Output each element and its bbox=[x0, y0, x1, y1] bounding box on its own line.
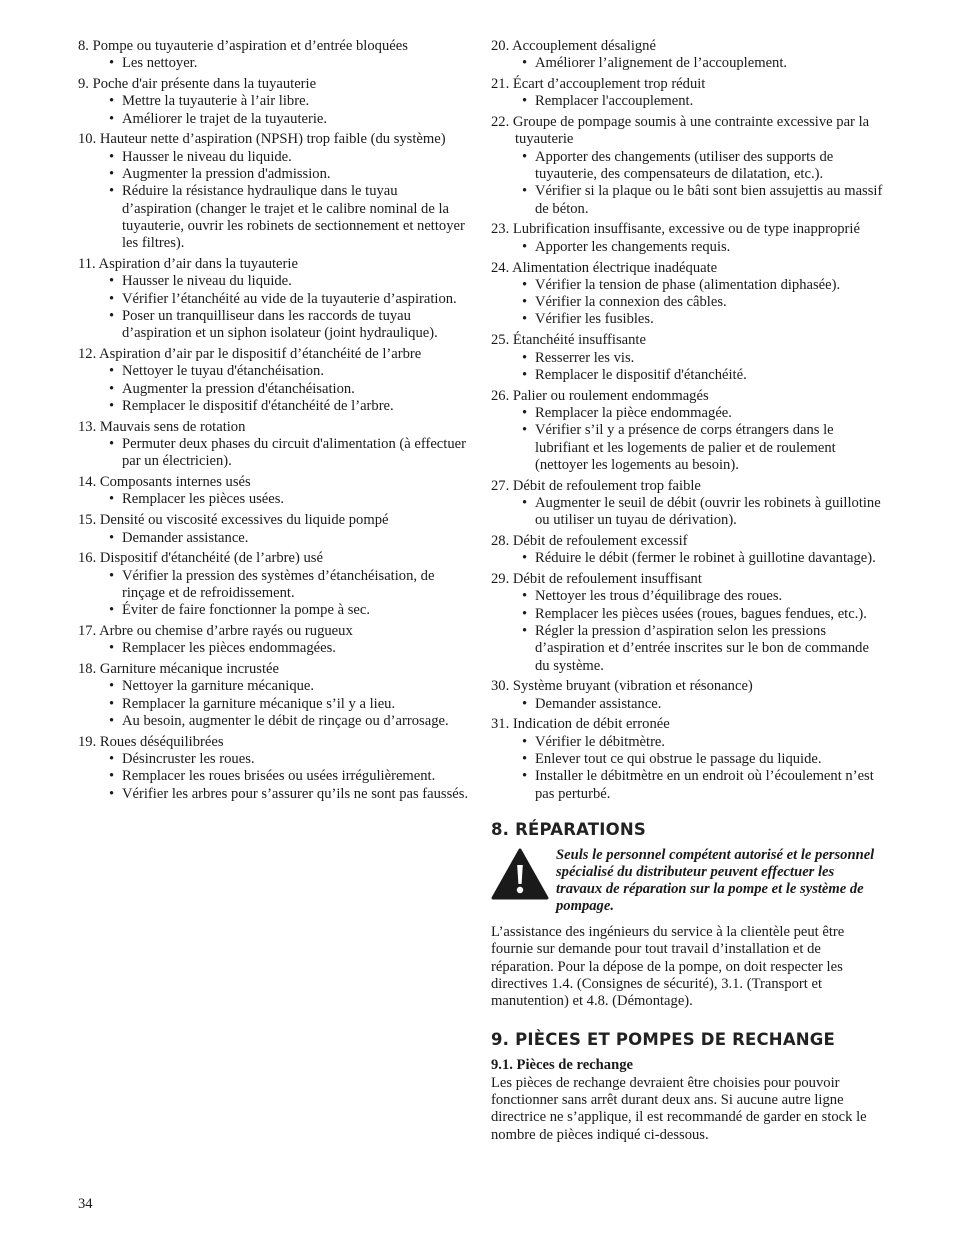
troubleshooting-item bbox=[491, 678, 883, 713]
bullet-item bbox=[78, 55, 470, 72]
bullet-text: Permuter deux phases du circuit d'alimentation (à effectuer par un électricien). bbox=[122, 436, 466, 470]
bullet-text: Augmenter la pression d'admission. bbox=[122, 166, 331, 183]
bullet-icon: • bbox=[109, 640, 115, 657]
bullet-icon: • bbox=[522, 183, 528, 200]
item-heading: 16. Dispositif d'étanchéité (de l’arbre) usé bbox=[78, 550, 323, 567]
troubleshooting-item bbox=[78, 346, 470, 415]
item-heading: 11. Aspiration d’air dans la tuyauterie bbox=[78, 256, 298, 273]
bullet-list bbox=[491, 696, 883, 713]
troubleshooting-item bbox=[78, 256, 470, 342]
bullet-text: Nettoyer les trous d’équilibrage des roues. bbox=[535, 588, 783, 605]
bullet-list bbox=[78, 640, 470, 657]
bullet-icon: • bbox=[109, 93, 115, 110]
bullet-text: Augmenter le seuil de débit (ouvrir les robinets à guillotine ou utiliser un tuyau de dérivation). bbox=[535, 494, 881, 529]
bullet-list bbox=[491, 55, 883, 72]
bullet-item bbox=[491, 93, 883, 110]
bullet-icon: • bbox=[522, 623, 528, 639]
item-heading: 17. Arbre ou chemise d’arbre rayés ou rugueux bbox=[78, 623, 353, 639]
item-heading: 8. Pompe ou tuyauterie d’aspiration et d’entrée bloquées bbox=[78, 38, 408, 54]
bullet-list bbox=[491, 350, 883, 385]
bullet-list bbox=[491, 239, 883, 256]
bullet-icon: • bbox=[522, 366, 528, 383]
bullet-text: Vérifier la tension de phase (alimentation diphasée). bbox=[535, 276, 841, 293]
bullet-text: Remplacer l'accouplement. bbox=[535, 93, 694, 110]
bullet-item bbox=[78, 768, 470, 785]
bullet-icon: • bbox=[522, 751, 528, 768]
bullet-list bbox=[78, 530, 470, 547]
right-column bbox=[491, 38, 883, 1144]
item-heading: 23. Lubrification insuffisante, excessive ou de type inapproprié bbox=[491, 221, 860, 238]
bullet-list bbox=[491, 93, 883, 110]
bullet-icon: • bbox=[109, 436, 115, 453]
bullet-item bbox=[78, 291, 470, 308]
item-heading: 25. Étanchéité insuffisante bbox=[491, 332, 646, 349]
bullet-list bbox=[491, 550, 883, 567]
troubleshooting-item bbox=[491, 38, 883, 73]
troubleshooting-item bbox=[78, 550, 470, 619]
bullet-icon: • bbox=[522, 148, 528, 165]
troubleshooting-item bbox=[491, 388, 883, 474]
bullet-item bbox=[78, 696, 470, 713]
bullet-icon: • bbox=[522, 422, 528, 439]
troubleshooting-item bbox=[78, 734, 470, 803]
bullet-icon: • bbox=[522, 695, 528, 712]
bullet-item bbox=[491, 768, 883, 803]
troubleshooting-item bbox=[491, 533, 883, 568]
item-heading: 31. Indication de débit erronée bbox=[491, 716, 670, 733]
bullet-text: Remplacer la pièce endommagée. bbox=[535, 404, 732, 421]
bullet-item bbox=[78, 93, 470, 110]
bullet-text: Augmenter la pression d'étanchéisation. bbox=[122, 380, 355, 397]
bullet-icon: • bbox=[109, 273, 115, 290]
troubleshooting-item bbox=[491, 478, 883, 530]
bullet-item bbox=[491, 294, 883, 311]
subsection-title-spare-parts: 9.1. Pièces de rechange bbox=[491, 1057, 633, 1074]
section-title-spare-parts: 9. PIÈCES ET POMPES DE RECHANGE bbox=[491, 1030, 836, 1050]
bullet-text: Nettoyer le tuyau d'étanchéisation. bbox=[122, 363, 325, 380]
bullet-text: Hausser le niveau du liquide. bbox=[122, 273, 292, 290]
bullet-icon: • bbox=[109, 529, 115, 546]
bullet-text: Poser un tranquilliseur dans les raccords de tuyau d’aspiration et un siphon isolateur (joint hydraulique). bbox=[122, 307, 438, 342]
bullet-icon: • bbox=[109, 602, 115, 619]
bullet-text: Réduire la résistance hydraulique dans le tuyau d’aspiration (changer le trajet et le calibre nominal de la tuyauterie, ouvrir les robinets de sectionnement et nettoyer les filtres). bbox=[122, 183, 465, 252]
item-heading: 26. Palier ou roulement endommagés bbox=[491, 387, 709, 404]
bullet-item bbox=[491, 183, 883, 218]
bullet-item bbox=[78, 640, 470, 657]
bullet-icon: • bbox=[522, 768, 528, 785]
bullet-item bbox=[491, 149, 883, 184]
troubleshooting-item bbox=[78, 131, 470, 252]
bullet-text: Vérifier les fusibles. bbox=[535, 311, 654, 328]
bullet-text: Éviter de faire fonctionner la pompe à sec. bbox=[122, 602, 370, 619]
bullet-item bbox=[78, 183, 470, 252]
bullet-icon: • bbox=[522, 311, 528, 328]
bullet-list bbox=[78, 751, 470, 803]
bullet-icon: • bbox=[109, 363, 115, 380]
bullet-item bbox=[491, 311, 883, 328]
section-spare-parts bbox=[491, 1030, 883, 1143]
item-heading: 24. Alimentation électrique inadéquate bbox=[491, 259, 718, 276]
troubleshooting-item bbox=[78, 38, 470, 73]
troubleshooting-item bbox=[491, 260, 883, 329]
troubleshooting-item bbox=[78, 474, 470, 509]
bullet-item bbox=[491, 277, 883, 294]
bullet-text: Régler la pression d’aspiration selon les pressions d’aspiration et d’entrée inscrites sur le bon de commande du système. bbox=[535, 623, 869, 674]
bullet-icon: • bbox=[109, 290, 115, 307]
item-heading: 12. Aspiration d’air par le dispositif d’étanchéité de l’arbre bbox=[78, 346, 422, 363]
bullet-icon: • bbox=[109, 678, 115, 695]
bullet-icon: • bbox=[109, 785, 115, 802]
bullet-icon: • bbox=[522, 238, 528, 255]
bullet-item bbox=[491, 422, 883, 474]
bullet-text: Vérifier l’étanchéité au vide de la tuyauterie d’aspiration. bbox=[122, 290, 457, 307]
bullet-list bbox=[491, 495, 883, 530]
bullet-item bbox=[78, 436, 470, 471]
bullet-text: Apporter les changements requis. bbox=[535, 238, 731, 255]
bullet-text: Améliorer l’alignement de l’accouplement. bbox=[535, 55, 788, 72]
bullet-text: Installer le débitmètre en un endroit où l’écoulement n’est pas perturbé. bbox=[535, 768, 874, 802]
bullet-item bbox=[78, 166, 470, 183]
bullet-icon: • bbox=[522, 588, 528, 605]
bullet-item bbox=[78, 568, 470, 603]
section-title-repairs: 8. RÉPARATIONS bbox=[491, 819, 646, 839]
troubleshooting-item bbox=[491, 332, 883, 384]
bullet-item bbox=[491, 751, 883, 768]
bullet-item bbox=[491, 495, 883, 530]
bullet-icon: • bbox=[109, 567, 115, 584]
item-heading: 10. Hauteur nette d’aspiration (NPSH) trop faible (du système) bbox=[78, 131, 446, 148]
bullet-item bbox=[78, 751, 470, 768]
bullet-item bbox=[491, 588, 883, 605]
bullet-item bbox=[491, 55, 883, 72]
bullet-list bbox=[491, 149, 883, 218]
bullet-text: Apporter des changements (utiliser des supports de tuyauterie, des compensateurs de dilatation, etc.). bbox=[535, 148, 834, 183]
bullet-item bbox=[78, 786, 470, 803]
bullet-text: Remplacer le dispositif d'étanchéité de l’arbre. bbox=[122, 397, 394, 414]
troubleshooting-item bbox=[78, 419, 470, 471]
troubleshooting-item bbox=[491, 114, 883, 218]
bullet-item bbox=[491, 696, 883, 713]
bullet-item bbox=[491, 606, 883, 623]
bullet-item bbox=[78, 363, 470, 380]
bullet-item bbox=[78, 111, 470, 128]
bullet-list bbox=[78, 436, 470, 471]
bullet-text: Remplacer les pièces endommagées. bbox=[122, 640, 336, 657]
spare-parts-paragraph: Les pièces de rechange devraient être choisies pour pouvoir fonctionner sans arrêt durant deux ans. Si aucune autre ligne directrice ne s’applique, il est recommandé de garder en stock le nombre de pièces indiqué ci-dessous. bbox=[491, 1074, 867, 1143]
bullet-text: Vérifier la pression des systèmes d’étanchéisation, de rinçage et de refroidissement. bbox=[122, 567, 435, 601]
bullet-item bbox=[78, 678, 470, 695]
bullet-text: Désincruster les roues. bbox=[122, 751, 255, 768]
bullet-icon: • bbox=[522, 605, 528, 622]
troubleshooting-item bbox=[491, 76, 883, 111]
bullet-text: Réduire le débit (fermer le robinet à guillotine davantage). bbox=[535, 550, 876, 567]
bullet-icon: • bbox=[109, 712, 115, 729]
bullet-item bbox=[491, 350, 883, 367]
bullet-text: Vérifier la connexion des câbles. bbox=[535, 294, 727, 311]
bullet-item bbox=[78, 273, 470, 290]
bullet-list bbox=[78, 568, 470, 620]
bullet-list bbox=[78, 93, 470, 128]
bullet-item bbox=[491, 550, 883, 567]
bullet-icon: • bbox=[522, 93, 528, 110]
bullet-text: Remplacer la garniture mécanique s’il y a lieu. bbox=[122, 695, 396, 712]
bullet-icon: • bbox=[109, 768, 115, 785]
bullet-text: Demander assistance. bbox=[122, 529, 249, 546]
bullet-item bbox=[491, 623, 883, 675]
bullet-text: Vérifier les arbres pour s’assurer qu’ils ne sont pas faussés. bbox=[122, 785, 469, 802]
repairs-paragraph: L’assistance des ingénieurs du service à la clientèle peut être fournie sur demande pour tout travail d’installation et de réparation. Pour la dépose de la pompe, on doit respecter les directives 1.4. (Consignes de sécurité), 3.1. (Transport et manutention) et 4.8. (Démontage). bbox=[491, 923, 845, 1010]
bullet-item bbox=[491, 734, 883, 751]
bullet-item bbox=[78, 530, 470, 547]
bullet-text: Mettre la tuyauterie à l’air libre. bbox=[122, 93, 310, 110]
bullet-text: Vérifier le débitmètre. bbox=[535, 733, 666, 750]
item-heading: 27. Débit de refoulement trop faible bbox=[491, 477, 701, 494]
bullet-text: Au besoin, augmenter le débit de rinçage ou d’arrosage. bbox=[122, 712, 449, 729]
bullet-text: Nettoyer la garniture mécanique. bbox=[122, 678, 315, 695]
bullet-list bbox=[491, 588, 883, 674]
bullet-list bbox=[78, 363, 470, 415]
bullet-item bbox=[78, 602, 470, 619]
troubleshooting-item bbox=[78, 661, 470, 730]
troubleshooting-item bbox=[491, 571, 883, 675]
warning-block bbox=[491, 847, 883, 917]
bullet-item bbox=[78, 398, 470, 415]
bullet-list bbox=[491, 734, 883, 803]
troubleshooting-item bbox=[78, 512, 470, 547]
warning-triangle-icon bbox=[491, 848, 549, 900]
bullet-icon: • bbox=[109, 397, 115, 414]
bullet-item bbox=[491, 367, 883, 384]
bullet-icon: • bbox=[109, 380, 115, 397]
bullet-text: Enlever tout ce qui obstrue le passage du liquide. bbox=[535, 751, 822, 768]
bullet-icon: • bbox=[109, 751, 115, 768]
section-repairs bbox=[491, 820, 883, 1010]
bullet-list bbox=[78, 149, 470, 253]
bullet-item bbox=[78, 713, 470, 730]
bullet-list bbox=[78, 273, 470, 342]
bullet-text: Remplacer les pièces usées. bbox=[122, 491, 285, 508]
item-heading: 19. Roues déséquilibrées bbox=[78, 733, 224, 750]
item-heading: 14. Composants internes usés bbox=[78, 474, 251, 491]
bullet-text: Les nettoyer. bbox=[122, 55, 198, 72]
bullet-item bbox=[78, 381, 470, 398]
bullet-text: Remplacer les pièces usées (roues, bagues fendues, etc.). bbox=[535, 605, 867, 622]
item-heading: 9. Poche d'air présente dans la tuyauterie bbox=[78, 76, 317, 93]
bullet-icon: • bbox=[522, 494, 528, 511]
bullet-icon: • bbox=[522, 55, 528, 72]
troubleshooting-item bbox=[78, 623, 470, 658]
troubleshooting-item bbox=[491, 221, 883, 256]
bullet-icon: • bbox=[109, 148, 115, 165]
bullet-item bbox=[491, 239, 883, 256]
item-heading: 13. Mauvais sens de rotation bbox=[78, 418, 246, 435]
item-heading: 30. Système bruyant (vibration et résonance) bbox=[491, 678, 753, 695]
item-heading: 22. Groupe de pompage soumis à une contrainte excessive par la tuyauterie bbox=[491, 114, 870, 148]
bullet-text: Remplacer le dispositif d'étanchéité. bbox=[535, 366, 747, 383]
page-number: 34 bbox=[78, 1196, 93, 1212]
bullet-icon: • bbox=[109, 307, 115, 324]
troubleshooting-item bbox=[491, 716, 883, 802]
bullet-icon: • bbox=[109, 110, 115, 127]
bullet-icon: • bbox=[522, 349, 528, 366]
bullet-icon: • bbox=[109, 55, 115, 72]
bullet-icon: • bbox=[109, 166, 115, 183]
bullet-item bbox=[78, 491, 470, 508]
troubleshooting-item bbox=[78, 76, 470, 128]
bullet-text: Remplacer les roues brisées ou usées irrégulièrement. bbox=[122, 768, 436, 785]
bullet-text: Demander assistance. bbox=[535, 695, 662, 712]
item-heading: 28. Débit de refoulement excessif bbox=[491, 533, 688, 550]
bullet-text: Hausser le niveau du liquide. bbox=[122, 148, 292, 165]
item-heading: 20. Accouplement désaligné bbox=[491, 38, 656, 54]
warning-text: Seuls le personnel compétent autorisé et le personnel spécialisé du distributeur peuvent effectuer les travaux de réparation sur la pompe et le système de pompage. bbox=[556, 846, 875, 914]
item-heading: 29. Débit de refoulement insuffisant bbox=[491, 571, 702, 588]
item-heading: 18. Garniture mécanique incrustée bbox=[78, 661, 279, 678]
bullet-icon: • bbox=[522, 404, 528, 421]
bullet-text: Vérifier si la plaque ou le bâti sont bien assujettis au massif de béton. bbox=[535, 183, 883, 217]
bullet-list bbox=[78, 55, 470, 72]
bullet-list bbox=[78, 491, 470, 508]
bullet-icon: • bbox=[522, 550, 528, 567]
troubleshooting-list-right bbox=[491, 38, 883, 803]
bullet-text: Vérifier s’il y a présence de corps étrangers dans le lubrifiant et les logements de palier et de roulement (nettoyer les logements au besoin). bbox=[535, 422, 836, 473]
bullet-text: Resserrer les vis. bbox=[535, 349, 635, 366]
item-heading: 15. Densité ou viscosité excessives du liquide pompé bbox=[78, 512, 389, 529]
bullet-icon: • bbox=[109, 695, 115, 712]
bullet-icon: • bbox=[109, 183, 115, 200]
bullet-list bbox=[491, 405, 883, 474]
item-heading: 21. Écart d’accouplement trop réduit bbox=[491, 76, 706, 93]
bullet-item bbox=[78, 149, 470, 166]
bullet-list bbox=[78, 678, 470, 730]
bullet-item bbox=[491, 405, 883, 422]
bullet-icon: • bbox=[522, 733, 528, 750]
bullet-item bbox=[78, 308, 470, 343]
bullet-text: Améliorer le trajet de la tuyauterie. bbox=[122, 110, 328, 127]
bullet-icon: • bbox=[522, 276, 528, 293]
bullet-list bbox=[491, 277, 883, 329]
left-column bbox=[78, 38, 470, 806]
bullet-icon: • bbox=[522, 294, 528, 311]
bullet-icon: • bbox=[109, 491, 115, 508]
